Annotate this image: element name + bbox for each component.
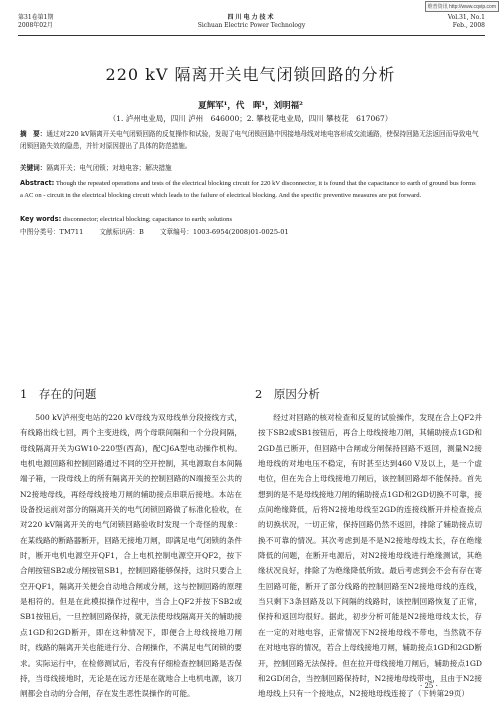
abstract-en: [20, 178, 479, 201]
running-header: [18, 14, 485, 36]
section-2-heading: 2 原因分析: [255, 387, 320, 401]
keywords-cn-text: 隔离开关；电气闭锁；对地电容；解决措施: [46, 164, 172, 172]
abstract-cn-label: 摘 要：: [20, 130, 47, 138]
keywords-cn-label: 关键词：: [20, 164, 47, 172]
header-center: [18, 14, 485, 30]
authors: 夏辉军¹，代 晖¹，刘明福²: [198, 101, 303, 111]
keywords-en: [20, 214, 479, 226]
journal-name-cn: 四川电力技术: [227, 14, 276, 21]
abstract-cn-text: 通过对220 kV隔离开关电气闭锁回路的反复操作和试验，发现了电气闭锁回路中因接地母线对地电容形成交流通路，使保持回路无法返回而导致电气闭锁回路失效的隐患，并针对原因提出了具体的防范措施。: [20, 130, 479, 150]
volume-issue: 第31卷第1期: [18, 14, 54, 21]
abstract-en-text: Though the repeated operations and tests of the electrical blocking circuit for 220 kV disconnector, it is found that the capacitance to earth of ground bus forms a AC on - circuit in the electrical blocking circuit which leads to the failure of electrical blocking. And the specific preventive measures are put forward.: [20, 180, 476, 199]
publication-date-en: Feb., 2008: [452, 22, 485, 29]
header-right: [448, 14, 485, 30]
keywords-cn: [20, 163, 479, 175]
paper-title: 220 kV 隔离开关电气闭锁回路的分析: [105, 65, 396, 84]
section-1-heading: 1 存在的问题: [20, 387, 97, 401]
document-code: 文献标识码：B: [99, 228, 144, 236]
source-link[interactable]: 维普资讯 http://www.cqvip.com: [425, 1, 499, 12]
body-right-column: 经过对回路的核对检查和反复的试验操作，发现在合上QF2并按下SB2或SB1按钮后，再合上母线接地刀闸，其辅助接点1GD和2GD虽已断开，但回路中合闸或分闸保持回路不返回，测量N2接地母线的对地电压不稳定，有时甚至达到460 V及以上，是一个虚电位，但在先合上母线接地刀闸后，该控制回路却不能保持。首先想到的是不是母线接地刀闸的辅助接点1GD和2GD切换不可靠，接点间绝缘降低，后将N2接地母线至2GD的连接线断开并检查接点的切换状况，一切正常，保持回路仍然不返回，排除了辅助接点切换不可靠的情况。其次考虑到是不是N2接地母线太长，存在绝缘降低的问题，在断开电源后，对N2接地母线进行绝缘测试，其绝缘状况良好，排除了为绝缘降低所致。最后考虑到会不会有存在寄生回路可能，断开了部分线路的控制回路至N2接地母线的连线，当只剩下3条回路及以下间隔的线路时，该控制回路恢复了正常，保持和返回均很好。据此，初步分析可能是N2接地母线太长，存在一定的对地电容，正常情况下N2接地母线不带电，当然就不存在对地电容的情况，若合上母线接地刀闸，辅助接点1GD和2GD断开，控制回路无法保持。但在拉开母线接地刀闸后，辅助接点1GD和2GD闭合，当控制回路保持时，N2接地母线带电，且由于N2接地母线上只有一个接地点，N2接地母线连接了（下转第29页）: [258, 413, 482, 699]
abstract-en-label: Abstract:: [20, 179, 55, 187]
affiliation: （1. 泸州电业局，四川 泸州 646000；2. 攀枝花电业局，四川 攀枝花 617067）: [108, 114, 393, 123]
abstract-cn: [20, 129, 479, 152]
article-number: 文章编号：1003-6954(2008)01-0025-01: [159, 228, 289, 236]
journal-name-en: Sichuan Electric Power Technology: [197, 22, 306, 29]
body-left-column: 500 kV泸州变电站的220 kV母线为双母线单分段接线方式，有线路出线七回，两个主变进线，两个母联间隔和一个分段间隔，母线隔离开关为GW10-220型(西高)，配CJ6A型电动操作机构。电机电源回路和控制回路通过不同的空开控制，其电源取自本间隔端子箱，一段母线上的所有隔离开关的控制回路的N端接至公共的N2接地母线，再经母线接地刀闸的辅助接点串联后接地。本站在设备投运前对部分的隔离开关的电气闭锁回路做了标准化验收，在对220 kV隔离开关的电气闭锁回路验收时发现一个奇怪的现象：在某线路的断路器断开，回路无接地刀闸，即满足电气闭锁的条件时，断开电机电源空开QF1，合上电机控制电源空开QF2，按下合闸按钮SB2或分闸按钮SB1，控制回路能够保持，这时只要合上空开QF1，隔离开关便会自动地合闸或分闸，这与控制回路的原理是相符的。但是在此模拟操作过程中，当合上QF2并按下SB2或SB1按钮后，一旦控制回路保持，就无法使母线隔离开关的辅助接点1GD和2GD断开，即在这种情况下，即便合上母线接地刀闸时，线路的隔离开关也能进行分、合闸操作，不满足电气闭锁的要求。实际运行中，在检修测试后，若没有仔细检查控制回路是否保持，当母线接地时，无论是在远方还是在就地合上电机电源，该刀闸都会自动的分合闸，存在发生恶性误操作的可能。: [20, 413, 242, 699]
keywords-en-label: Key words:: [20, 215, 62, 223]
publication-date: 2008年02月: [18, 22, 53, 29]
clc-number: 中图分类号：TM711: [20, 228, 84, 236]
volume-issue-en: Vol.31, No.1: [447, 14, 485, 21]
classification-line: [20, 227, 479, 239]
keywords-en-text: disconnector; electrical blocking; capacitance to earth; solutions: [62, 216, 233, 223]
page-number: · 25 ·: [420, 682, 438, 690]
